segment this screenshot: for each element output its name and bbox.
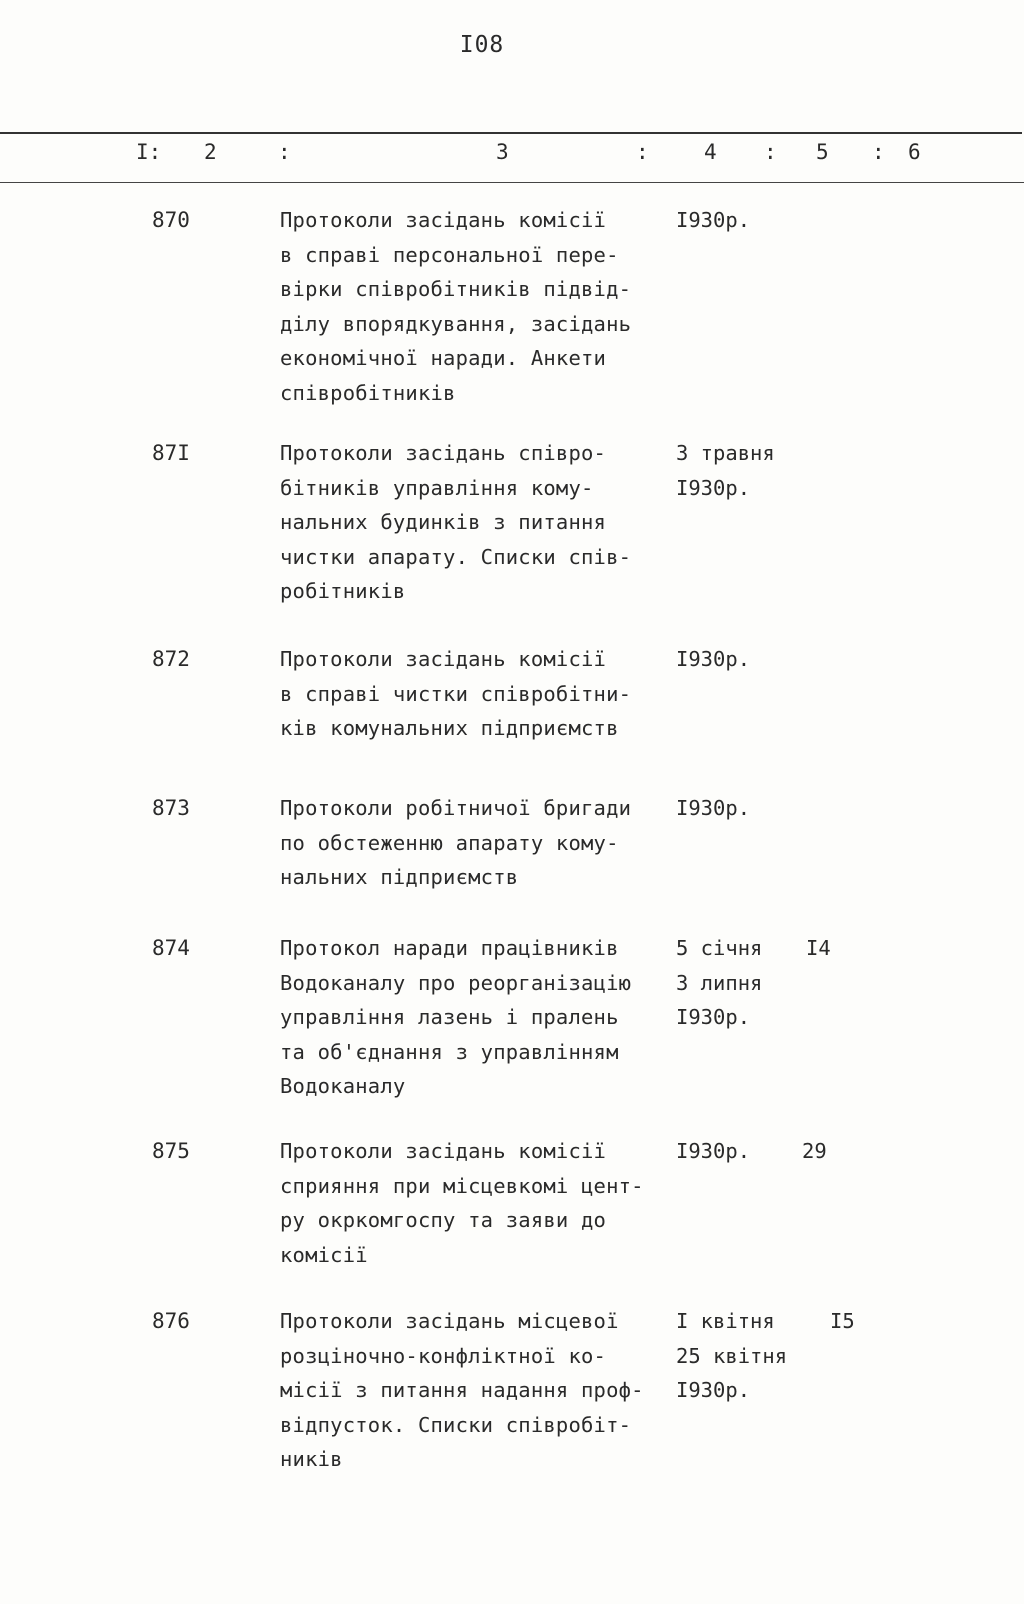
file-number: 874 (152, 936, 190, 960)
file-date: 3 травня I930р. (676, 441, 775, 500)
sheet-count: I5 (830, 1309, 855, 1333)
file-title: Протоколи робітничої бригади по обстеженню апарату кому- нальних підприємств (280, 796, 632, 889)
file-date: I квітня 25 квітня I930р. (676, 1309, 788, 1402)
file-title: Протоколи засідань комісії в справі персональної пере- вірки співробітників підвід- ділу впорядкування, засідань економічної наради. Анкети співробітників (280, 208, 632, 405)
file-number: 870 (152, 208, 190, 232)
header-col-3: 3 (496, 140, 509, 164)
file-number: 87I (152, 441, 190, 465)
file-title: Протоколи засідань місцевої розціночно-конфліктної ко- місії з питання надання проф- відпусток. Списки співробіт- ників (280, 1309, 644, 1471)
file-date: I930р. (676, 796, 751, 820)
header-col-6: 6 (908, 140, 921, 164)
sheet-count: 29 (802, 1139, 827, 1163)
header-separator: : (278, 140, 291, 164)
header-col-2: 2 (204, 140, 217, 164)
file-number: 875 (152, 1139, 190, 1163)
header-col-1: I: (136, 140, 162, 164)
sheet-count: I4 (806, 936, 831, 960)
header-separator: : (764, 140, 777, 164)
header-separator: : (872, 140, 885, 164)
page-number: I08 (459, 32, 505, 58)
file-date: I930р. (676, 1139, 751, 1163)
file-title: Протоколи засідань співро- бітників управління кому- нальних будинків з питання чистки апарату. Списки спів- робітників (280, 441, 632, 603)
file-title: Протокол наради працівників Водоканалу про реорганізацію управління лазень і пралень та об'єднання з управлінням Водоканалу (280, 936, 632, 1098)
header-separator: : (636, 140, 649, 164)
file-date: 5 січня 3 липня I930р. (676, 936, 763, 1029)
file-number: 873 (152, 796, 190, 820)
file-number: 872 (152, 647, 190, 671)
file-number: 876 (152, 1309, 190, 1333)
header-col-5: 5 (816, 140, 829, 164)
header-col-4: 4 (704, 140, 717, 164)
table-header-bottom-rule (0, 182, 1024, 183)
file-title: Протоколи засідань комісії сприяння при місцевкомі цент- ру окркомгоспу та заяви до комісії (280, 1139, 644, 1267)
table-header-top-rule (0, 132, 1022, 134)
file-date: I930р. (676, 647, 751, 671)
file-date: I930р. (676, 208, 751, 232)
file-title: Протоколи засідань комісії в справі чистки співробітни- ків комунальних підприємств (280, 647, 632, 740)
